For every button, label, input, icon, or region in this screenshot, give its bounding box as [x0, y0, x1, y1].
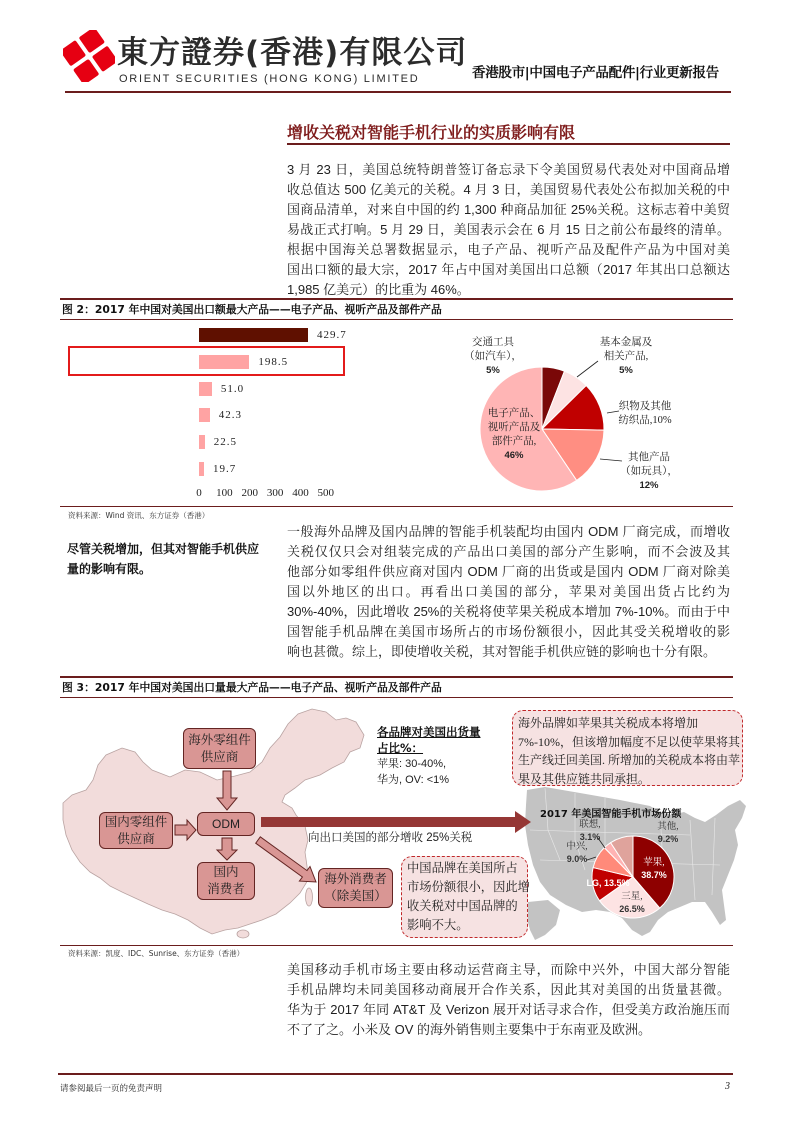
paragraph-line: 3 月 23 日，美国总统特朗普签订备忘录下令美国贸易代表处对中国商品增 [287, 162, 730, 177]
paragraph-us-carriers [287, 960, 730, 1040]
paragraph-line: 不了了之。小米及 OV 的海外销售则主要集中于东南亚及欧洲。 [287, 1022, 652, 1037]
brand-share-values: 苹果: 30-40%, 华为, OV: <1% [377, 758, 450, 786]
inset-label-samsung: 三星, 26.5% [619, 892, 645, 914]
paragraph-line: 他部分如零组件供应商对国内 ODM 厂商的出货或是国内 ODM 厂商对除美 [287, 564, 730, 579]
page-number: 3 [725, 1081, 730, 1092]
paragraph-line: 关税仅仅只会对组装完成的产品出口美国的部分产生影响，而不会波及其 [287, 544, 730, 559]
bar-value-label: 42.3 [218, 409, 242, 422]
paragraph-line: 一般海外品牌及国内品牌的智能手机装配均由国内 ODM 厂商完成，而增收 [287, 524, 730, 539]
paragraph-line: 收总值达 500 亿美元的关税。4 月 3 日，美国贸易代表处公布拟加关税的中 [287, 182, 730, 197]
x-axis-tick-label: 400 [292, 487, 309, 499]
paragraph-line: 响也甚微。综上，即使增收关税，其对智能手机供应链的影响也十分有限。 [287, 644, 717, 659]
highlight-box-electronics [68, 346, 345, 376]
inset-label-apple: 苹果, 38.7% [641, 858, 667, 880]
section-title: 增收关税对智能手机行业的实质影响有限 [287, 123, 576, 142]
orient-securities-logo-icon [63, 30, 115, 82]
figure3-source: 资料来源：凯度、IDC、Sunrise、东方证券（香港） [68, 949, 245, 958]
bar-value-label: 19.7 [212, 463, 237, 475]
pie-label-textile: 织物及其他 纺织品,10% [618, 401, 672, 426]
export-tariff-label: 向出口美国的部分增收 25%关税 [308, 832, 473, 844]
inset-label-lg: LG, 13.5% [586, 878, 630, 888]
paragraph-tariff-background [287, 160, 730, 300]
paragraph-line: 华为于 2017 年同 AT&T 及 Verizon 展开对话寻求合作，但受美方政治施压而 [287, 1002, 730, 1017]
bar [199, 462, 204, 476]
sidebar-key-point [67, 539, 259, 579]
bar [199, 328, 308, 342]
bar-value-label: 51.0 [220, 382, 245, 395]
node-overseas-consumer: 海外消费者 （除美国） [318, 868, 393, 908]
pie-label-metal: 基本金属及 相关产品, 5% [599, 337, 653, 376]
x-axis-tick-label: 0 [196, 487, 202, 499]
pie-label-other: 其他产品 （如玩具）， 12% [620, 452, 678, 491]
bar [199, 408, 210, 422]
inset-label-lenovo: 联想, 3.1% [579, 820, 601, 842]
node-odm: ODM [197, 812, 255, 836]
node-overseas-supplier: 海外零组件 供应商 [183, 728, 256, 769]
section-title-rule [287, 143, 730, 145]
paragraph-line: 国以外地区的出口。再看出口美国的部分，苹果对美国出货占比约为 [287, 584, 730, 599]
sidebar-line: 量的影响有限。 [67, 562, 152, 576]
sidebar-line: 尽管关税增加，但其对智能手机供应 [67, 542, 260, 556]
paragraph-line: 易战正式打响。5 月 29 日，美国表示会在 6 月 15 日之前公布最终的清单。 [287, 222, 730, 237]
pie-label-electronics: 电子产品、 视听产品及 部件产品, 46% [487, 408, 541, 461]
figure3-bottom-rule [60, 945, 733, 946]
figure2-title: 图 2：2017 年中国对美国出口额最大产品——电子产品、视听产品及部件产品 [62, 303, 442, 316]
figure3-title: 图 3：2017 年中国对美国出口量最大产品——电子产品、视听产品及部件产品 [62, 681, 442, 694]
inset-label-other: 其他, 9.2% [657, 822, 679, 844]
figure2-source: 资料来源：Wind 资讯、东方证券（香港） [68, 511, 210, 520]
footer-rule [58, 1073, 733, 1075]
paragraph-line: 30%-40%，因此增收 25%的关税将使苹果关税成本增加 7%-10%。而由于中 [287, 604, 730, 619]
company-name-en: ORIENT SECURITIES (HONG KONG) LIMITED [119, 73, 420, 85]
paragraph-line: 国出口额的最大宗，2017 年占中国对美国出口总额（2017 年其出口总额达 [287, 262, 730, 277]
x-axis-tick-label: 100 [216, 487, 233, 499]
x-axis-tick-label: 500 [317, 487, 335, 499]
bar [199, 435, 205, 449]
paragraph-line: 1,985 亿美元）的比重为 46%。 [287, 282, 470, 297]
bar-value-label: 22.5 [213, 436, 237, 449]
paragraph-line: 手机品牌均未同美国移动商展开合作关系，因此其对美国的出货量甚微。 [287, 982, 730, 997]
figure2-title-rule [60, 319, 733, 320]
header-rule [65, 91, 731, 93]
bar [199, 382, 212, 396]
x-axis-tick-label: 200 [241, 487, 258, 499]
pie-label-transport: 交通工具 （如汽车）， 5% [464, 337, 522, 376]
callout-apple-tariff: 海外品牌如苹果其关税成本将增加 7%-10%，但该增加幅度不足以使苹果将其 生产线迁回美国. 所增加的关税成本将由苹 果及其供应链共同承担。 [512, 710, 743, 786]
node-domestic-consumer: 国内 消费者 [197, 862, 255, 900]
callout-chinese-brands: 中国品牌在美国所占 市场份额很小，因此增 收关税对中国品牌的 影响不大。 [401, 856, 528, 938]
figure2-top-rule [60, 298, 733, 300]
bar-value-label: 198.5 [258, 355, 289, 368]
paragraph-line: 根据中国海关总署数据显示，电子产品、视听产品及配件产品为中国对美 [287, 242, 730, 257]
bar-value-label: 429.7 [316, 329, 347, 341]
us-market-share-title: 2017 年美国智能手机市场份额 [540, 809, 682, 820]
paragraph-line: 美国移动手机市场主要由移动运营商主导，而除中兴外，中国大部分智能 [287, 962, 730, 977]
figure3-title-rule [60, 697, 733, 698]
company-name-cn: 東方證券(香港)有限公司 [117, 35, 468, 71]
figure2-bottom-rule [60, 506, 733, 507]
brand-share-heading: 各品牌对美国出货量 占比%： [377, 725, 481, 755]
report-category-tag: 香港股市|中国电子产品配件|行业更新报告 [472, 65, 719, 81]
paragraph-line: 国商品清单，对来自中国的约 1,300 种商品加征 25%关税。这标志着中美贸 [287, 202, 730, 217]
figure3-top-rule [60, 676, 733, 678]
disclaimer-note: 请参阅最后一页的免责声明 [60, 1084, 163, 1094]
paragraph-line: 国智能手机品牌在美国市场所占的市场份额很小，因此其受关税增收的影 [287, 624, 730, 639]
inset-label-zte: 中兴, 9.0% [566, 842, 588, 864]
node-domestic-supplier: 国内零组件 供应商 [99, 812, 173, 849]
x-axis-tick-label: 300 [266, 487, 284, 499]
paragraph-supply-chain-impact [287, 522, 730, 662]
